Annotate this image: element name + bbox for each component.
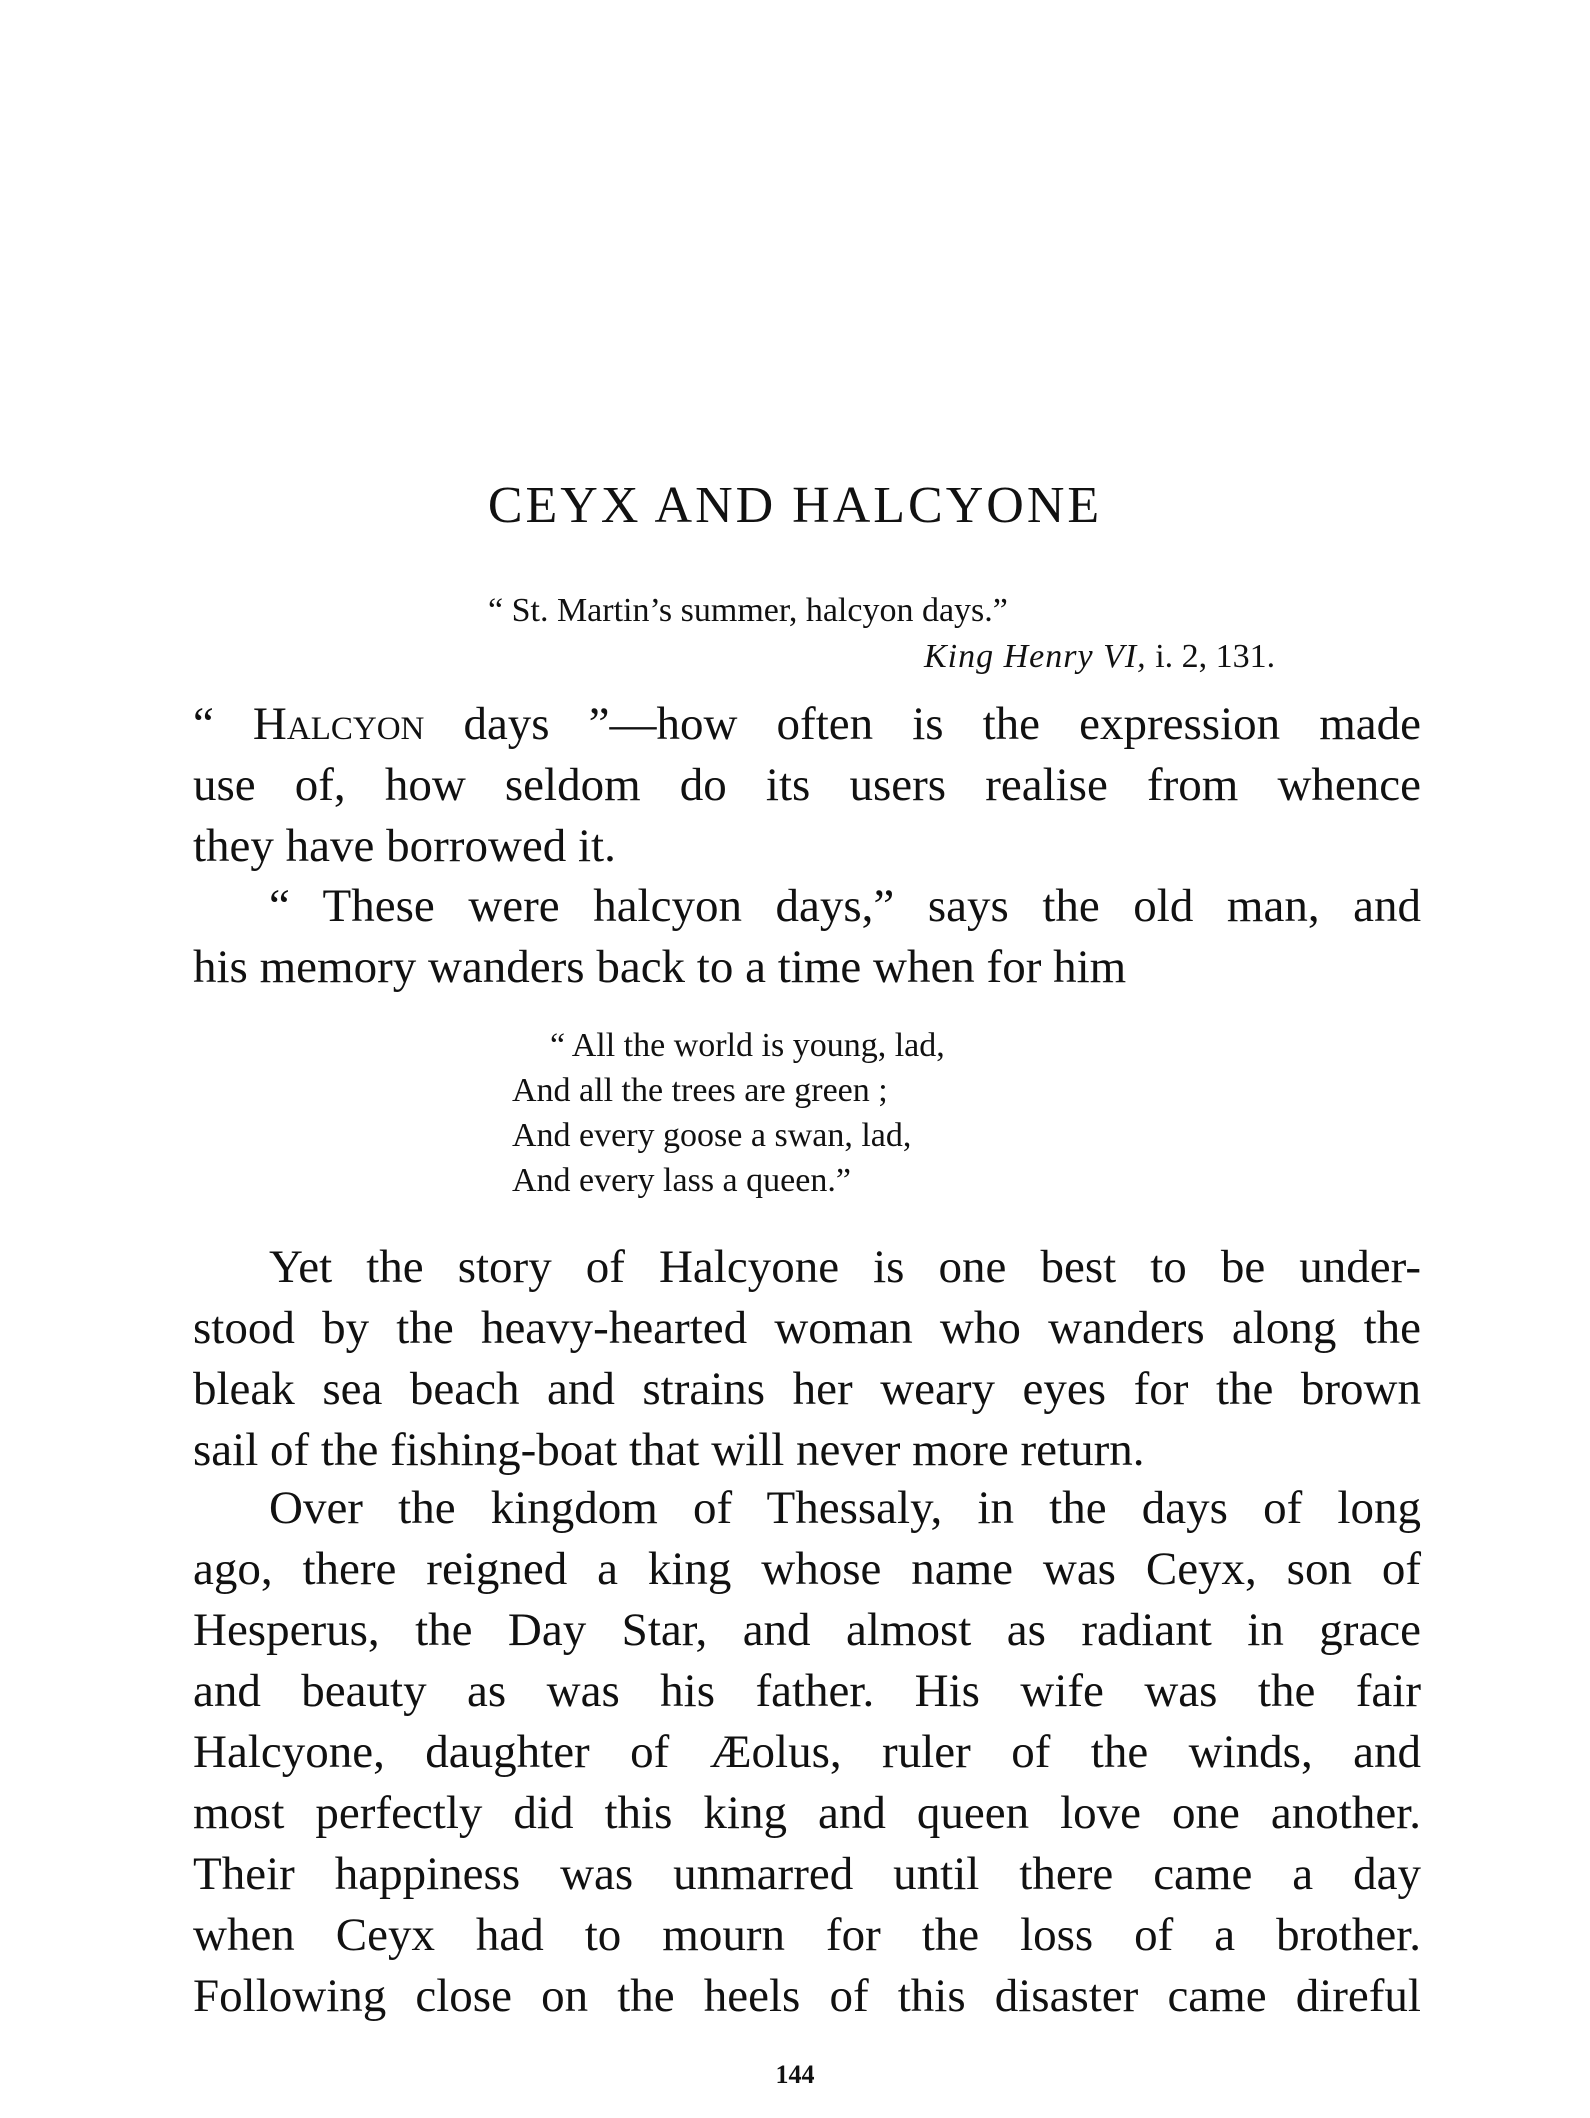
epigraph-quote: “ St. Martin’s summer, halcyon days.” (488, 592, 1008, 629)
epigraph-source-ref: i. 2, 131. (1155, 638, 1276, 675)
paragraph-line: Their happiness was unmarred until there came a day (193, 1848, 1421, 1900)
paragraph-line (193, 694, 1421, 755)
paragraph-line: Hesperus, the Day Star, and almost as radiant in grace (193, 1604, 1421, 1656)
epigraph-source (924, 634, 1275, 680)
chapter-title: CEYX AND HALCYONE (487, 477, 1103, 534)
paragraph-line: stood by the heavy-hearted woman who wanders along the (193, 1302, 1421, 1354)
paragraph-line: sail of the fishing-boat that will never more return. (193, 1424, 1145, 1476)
page-number: 144 (775, 2060, 815, 2089)
paragraph-line: Halcyone, daughter of Æolus, ruler of the winds, and (193, 1726, 1421, 1778)
paragraph-line: most perfectly did this king and queen love one another. (193, 1787, 1421, 1839)
paragraph-line: Over the kingdom of Thessaly, in the days of long (269, 1482, 1421, 1534)
paragraph-line: Yet the story of Halcyone is one best to be under- (269, 1241, 1421, 1293)
verse-line: And every lass a queen.” (512, 1162, 851, 1199)
epigraph-source-work: King Henry VI, (924, 638, 1147, 675)
paragraph-line: bleak sea beach and strains her weary eyes for the brown (193, 1363, 1421, 1415)
paragraph-line: they have borrowed it. (193, 820, 616, 872)
paragraph-2 (193, 876, 1421, 998)
verse-quote (512, 1023, 945, 1203)
paragraph-line: when Ceyx had to mourn for the loss of a brother. (193, 1909, 1421, 1961)
opening-word: “ Halcyon (193, 698, 425, 750)
paragraph-line: and beauty as was his father. His wife was the fair (193, 1665, 1421, 1717)
paragraph-1 (193, 694, 1421, 877)
paragraph-line: his memory wanders back to a time when for him (193, 941, 1127, 993)
paragraph-line: use of, how seldom do its users realise from whence (193, 759, 1421, 811)
paragraph-line: ago, there reigned a king whose name was Ceyx, son of (193, 1543, 1421, 1595)
paragraph-3 (193, 1237, 1421, 1481)
paragraph-line-text: days ”—how often is the expression made (424, 698, 1421, 750)
paragraph-line: “ These were halcyon days,” says the old man, and (269, 880, 1421, 932)
verse-line: “ All the world is young, lad, (550, 1027, 945, 1064)
epigraph (488, 588, 1388, 675)
verse-line: And every goose a swan, lad, (512, 1117, 912, 1154)
paragraph-4 (193, 1478, 1421, 2027)
paragraph-line: Following close on the heels of this disaster came direful (193, 1970, 1421, 2022)
verse-line: And all the trees are green ; (512, 1072, 888, 1109)
